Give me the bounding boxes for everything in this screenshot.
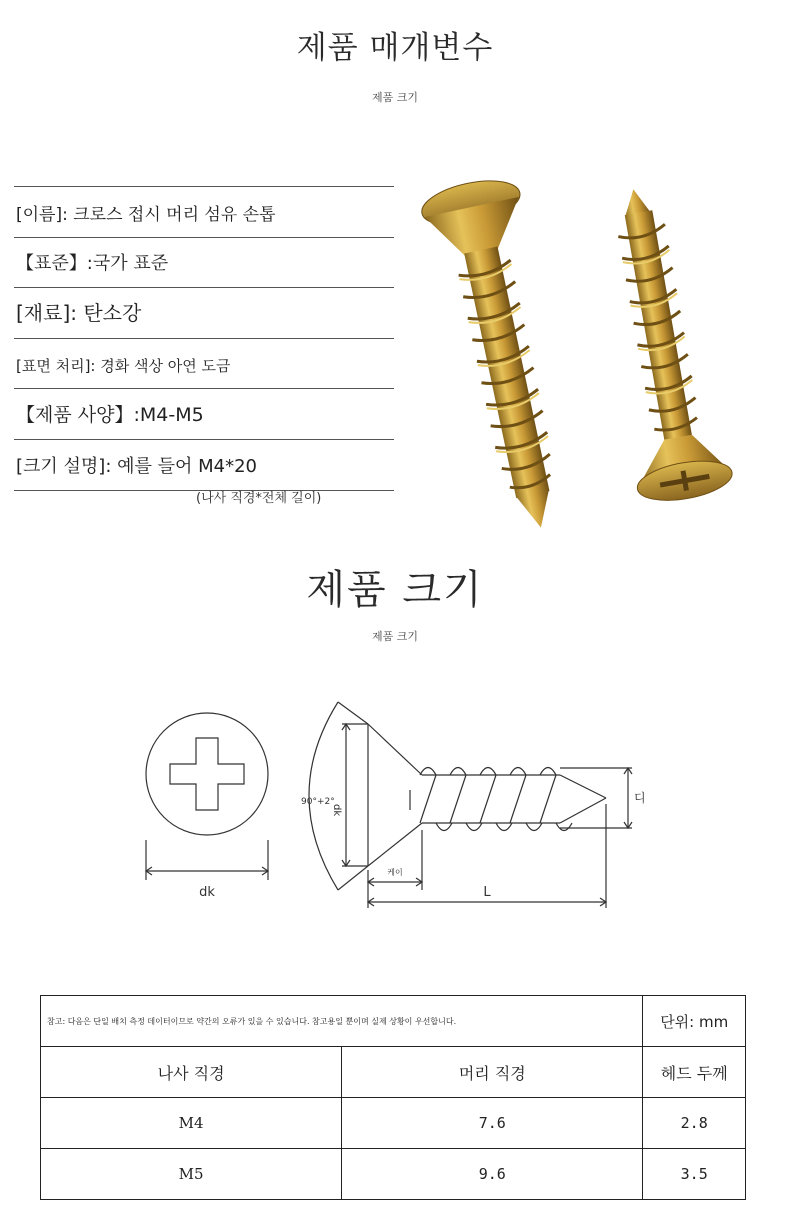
unit-label: 단위: mm (643, 996, 746, 1047)
spec-row-spec (14, 388, 394, 439)
cell-head-diameter: 7.6 (342, 1098, 643, 1149)
spec-list (14, 186, 394, 491)
table-row (41, 1098, 746, 1149)
table-header-row (41, 1047, 746, 1098)
cell-head-thickness: 3.5 (643, 1149, 746, 1200)
d-label: 디 (634, 791, 646, 805)
angle-label: 90°+2° (301, 797, 335, 807)
spec-name: [이름]: 크로스 접시 머리 섬유 손톱 (16, 204, 276, 225)
spec-row-name (14, 186, 394, 237)
cross-recess-icon (170, 738, 244, 810)
spec-size: [크기 설명]: 예를 들어 M4*20 (16, 455, 257, 477)
screw-right (586, 181, 735, 507)
header-screw-diameter: 나사 직경 (41, 1047, 342, 1098)
spec-specification: 【제품 사양】:M4-M5 (16, 403, 204, 426)
table-note-row (41, 996, 746, 1047)
spec-material: [재료]: 탄소강 (16, 300, 142, 325)
screw-photo (415, 160, 790, 540)
size-table (40, 995, 746, 1200)
spec-row-standard (14, 237, 394, 288)
table-note: 참고: 다음은 단일 배치 측정 데이터이므로 약간의 오류가 있을 수 있습니다. 참고용일 뿐이며 실제 상황이 우선합니다. (41, 996, 643, 1047)
cell-head-diameter: 9.6 (342, 1149, 643, 1200)
spec-note: (나사 직경*전체 길이) (196, 491, 322, 506)
cell-size: M4 (41, 1098, 342, 1149)
header-head-diameter: 머리 직경 (342, 1047, 643, 1098)
cell-size: M5 (41, 1149, 342, 1200)
table-row (41, 1149, 746, 1200)
page-subtitle: 제품 크기 (371, 91, 418, 104)
header-head-thickness: 헤드 두께 (643, 1047, 746, 1098)
head-diameter-label: dk (199, 885, 215, 900)
spec-row-size (14, 439, 394, 491)
side-dk-label: dk (331, 804, 342, 817)
page-title: 제품 매개변수 (296, 30, 494, 66)
spec-surface: [표면 처리]: 경화 색상 아연 도금 (16, 357, 231, 376)
spec-row-material (14, 287, 394, 338)
length-label: L (483, 885, 491, 900)
screw-dimension-diagram (120, 680, 680, 920)
spec-row-surface (14, 338, 394, 389)
size-section-subtitle: 제품 크기 (371, 630, 418, 643)
head-top-view (146, 713, 268, 835)
cell-head-thickness: 2.8 (643, 1098, 746, 1149)
size-section-title: 제품 크기 (306, 567, 484, 613)
k-label: 케이 (387, 868, 403, 877)
screw-left (418, 173, 589, 538)
spec-standard: 【표준】:국가 표준 (16, 253, 169, 275)
